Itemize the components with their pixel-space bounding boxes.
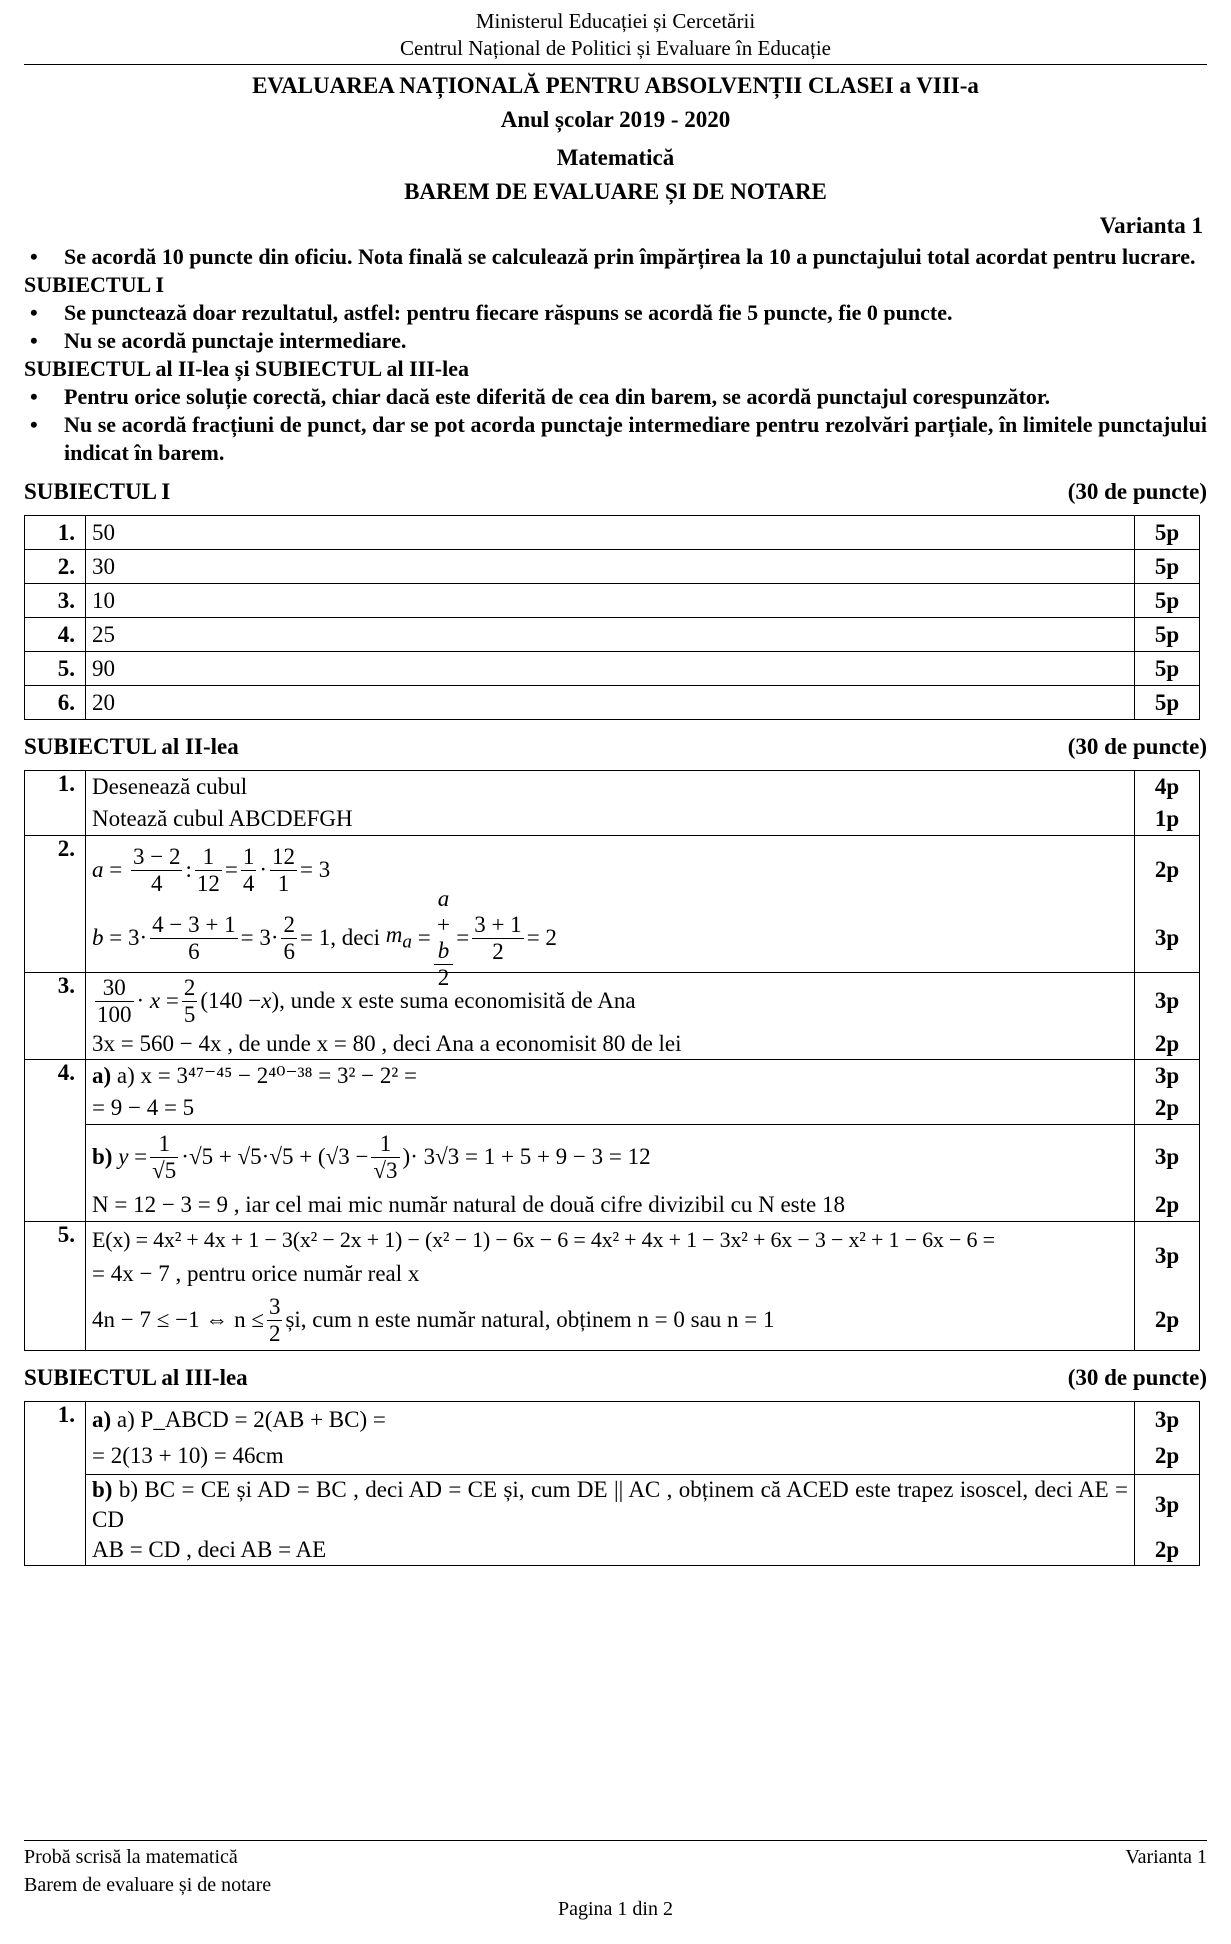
s3-q1-number: 1. bbox=[25, 1402, 86, 1566]
rule-sub1-2: • Nu se acordă punctaje intermediare. bbox=[30, 328, 407, 353]
footer-exam: Probă scrisă la matematică bbox=[24, 1846, 238, 1868]
page-number: Pagina 1 din 2 bbox=[558, 1898, 673, 1920]
s2-q4b-line1: b) y = $\frac{1}{√5}$ ·√5 + √5·√5 + (√3 − $\frac{1}{√3}$ ) · 3√3 = 1 + 5 + 9 − 3 = 12 bbox=[92, 1130, 651, 1183]
footer-rule bbox=[24, 1840, 1207, 1841]
item-answer: 90 bbox=[86, 652, 1135, 686]
s2-q4b-points: 3p 2p bbox=[1135, 1125, 1200, 1222]
subiect2-header bbox=[24, 732, 1207, 762]
rules-sub1-heading: SUBIECTUL I bbox=[24, 272, 165, 297]
item-answer: 50 bbox=[86, 516, 1135, 550]
s2-q4a-points: 3p 2p bbox=[1135, 1060, 1200, 1125]
rule-sub23-2: • Nu se acordă fracțiuni de punct, dar se pot acorda punctaje intermediare pentru rezolvări parțiale, în limitele punctajului indicat în barem. bbox=[30, 412, 1207, 465]
s2-q2-content bbox=[86, 836, 1135, 990]
s2-q3-line2: 3x = 560 − 4x , de unde x = 80 , deci Ana a economisit 80 de lei bbox=[92, 1031, 682, 1056]
item-number: 6. bbox=[25, 686, 86, 720]
s2-q1-points: 4p 1p bbox=[1135, 771, 1200, 836]
s2-q1-line2: Notează cubul ABCDEFGH bbox=[92, 806, 353, 831]
item-answer: 30 bbox=[86, 550, 1135, 584]
s2-q5-line2: = 4x − 7 , pentru orice număr real x bbox=[92, 1261, 420, 1286]
s2-q4a-content bbox=[86, 1060, 1135, 1125]
rule-sub1-1: • Se punctează doar rezultatul, astfel: pentru fiecare răspuns se acordă fie 5 puncte, fie 0 puncte. bbox=[30, 300, 953, 325]
s2-q2-points: 2p 3p bbox=[1135, 836, 1200, 973]
s3-q1b-row bbox=[25, 1475, 1200, 1566]
footer-barem: Barem de evaluare și de notare bbox=[24, 1874, 272, 1896]
s3-q1a-line2: = 2(13 + 10) = 46cm bbox=[92, 1443, 284, 1468]
s3-q1a-points: 3p 2p bbox=[1135, 1402, 1200, 1475]
s2-q1-line1: Desenează cubul bbox=[92, 774, 248, 799]
s2-q4b-row bbox=[25, 1125, 1200, 1222]
s2-q3-number: 3. bbox=[25, 973, 86, 1060]
s2-q4b-line2: N = 12 − 3 = 9 , iar cel mai mic număr natural de două cifre divizibil cu N este 18 bbox=[92, 1192, 845, 1217]
subiect1-title: SUBIECTUL I bbox=[24, 479, 171, 504]
item-number: 5. bbox=[25, 652, 86, 686]
subiect2-table bbox=[24, 770, 1200, 1351]
s2-q2-line1: a = $\frac{3 - 2}{4}$ : $\frac{1}{12}$ = $\frac{1}{4}$ · $\frac{12}{1}$ = 3 bbox=[92, 843, 331, 896]
s3-q1b-line2: AB = CD , deci AB = AE bbox=[92, 1537, 327, 1562]
s2-q1-row bbox=[25, 771, 1200, 836]
answer-row bbox=[25, 584, 1200, 618]
center-name: Centrul Național de Politici și Evaluare în Educație bbox=[400, 36, 831, 60]
s3-q1b-points: 3p 2p bbox=[1135, 1475, 1200, 1566]
item-points: 5p bbox=[1135, 652, 1200, 686]
exam-title: EVALUAREA NAȚIONALĂ PENTRU ABSOLVENȚII CLASEI a VIII-a bbox=[252, 73, 979, 98]
s3-q1b-content bbox=[86, 1475, 1135, 1566]
item-number: 4. bbox=[25, 618, 86, 652]
s2-q3-row bbox=[25, 973, 1200, 1060]
answer-row bbox=[25, 618, 1200, 652]
s2-q5-number: 5. bbox=[25, 1222, 86, 1351]
s2-q4b-content bbox=[86, 1125, 1135, 1222]
rules-sub23-heading: SUBIECTUL al II-lea și SUBIECTUL al III-lea bbox=[24, 356, 469, 381]
document-page bbox=[24, 0, 1207, 1566]
header-rule bbox=[24, 64, 1207, 65]
item-number: 3. bbox=[25, 584, 86, 618]
subiect1-table bbox=[24, 515, 1200, 720]
general-rule: • Se acordă 10 puncte din oficiu. Nota finală se calculează prin împărțirea la 10 a punctajului total acordat pentru lucrare. bbox=[30, 244, 1196, 269]
subiect3-table bbox=[24, 1401, 1200, 1566]
s3-q1a-line1: a) a) P_ABCD = 2(AB + BC) = bbox=[92, 1407, 386, 1432]
s2-q2-line2: b = 3· $\frac{4 - 3 + 1}{6}$ = 3· $\frac{2}{6}$ = 1 , deci $m_a$ = a + b 2 = $\frac{3 + 1}{2}$ = 2 bbox=[92, 885, 557, 990]
rule-sub23-1: • Pentru orice soluție corectă, chiar dacă este diferită de cea din barem, se acordă punctajul corespunzător. bbox=[30, 384, 1051, 409]
s2-q2-number: 2. bbox=[25, 836, 86, 973]
subiect3-title: SUBIECTUL al III-lea bbox=[24, 1365, 248, 1390]
item-points: 5p bbox=[1135, 516, 1200, 550]
school-year: Anul școlar 2019 - 2020 bbox=[500, 107, 731, 132]
s2-q4a-line1: a) a) x = 3⁴⁷⁻⁴⁵ − 2⁴⁰⁻³⁸ = 3² − 2² = bbox=[92, 1063, 417, 1088]
s2-q3-content bbox=[86, 973, 1135, 1060]
item-answer: 10 bbox=[86, 584, 1135, 618]
subiect1-header bbox=[24, 477, 1207, 507]
s3-q1a-row bbox=[25, 1402, 1200, 1475]
s2-q2-row bbox=[25, 836, 1200, 973]
answer-row bbox=[25, 550, 1200, 584]
variant-label: Varianta 1 bbox=[1099, 213, 1203, 238]
subiect3-header bbox=[24, 1363, 1207, 1393]
subject-name: Matematică bbox=[556, 145, 675, 170]
s2-q4-number: 4. bbox=[25, 1060, 86, 1222]
s2-q1-number: 1. bbox=[25, 771, 86, 836]
item-points: 5p bbox=[1135, 618, 1200, 652]
item-points: 5p bbox=[1135, 686, 1200, 720]
s2-q5-points: 3p 2p bbox=[1135, 1222, 1200, 1351]
item-number: 2. bbox=[25, 550, 86, 584]
subiect3-points: (30 de puncte) bbox=[1067, 1365, 1207, 1390]
subiect2-points: (30 de puncte) bbox=[1067, 734, 1207, 759]
s3-q1b-line1: b) b) BC = CE și AD = BC , deci AD = CE și, cum DE || AC , obținem că ACED este trapez isoscel, deci AE = CD bbox=[92, 1477, 1129, 1532]
s2-q1-content bbox=[86, 771, 1135, 836]
item-points: 5p bbox=[1135, 584, 1200, 618]
item-points: 5p bbox=[1135, 550, 1200, 584]
s2-q4a-line2: = 9 − 4 = 5 bbox=[92, 1095, 195, 1120]
footer-variant: Varianta 1 bbox=[1125, 1846, 1207, 1868]
answer-row bbox=[25, 516, 1200, 550]
answer-row bbox=[25, 652, 1200, 686]
s3-q1a-content bbox=[86, 1402, 1135, 1475]
item-number: 1. bbox=[25, 516, 86, 550]
s2-q5-line3: 4n − 7 ≤ −1 ⇔ n ≤ $\frac{3}{2}$ și, cum n este număr natural, obținem n = 0 sau n = 1 bbox=[92, 1293, 775, 1346]
answer-row bbox=[25, 686, 1200, 720]
subiect2-title: SUBIECTUL al II-lea bbox=[24, 734, 239, 759]
s2-q5-content bbox=[86, 1222, 1135, 1351]
subiect1-points: (30 de puncte) bbox=[1067, 479, 1207, 504]
ministry-header bbox=[24, 8, 1207, 62]
s2-q5-row bbox=[25, 1222, 1200, 1351]
item-answer: 20 bbox=[86, 686, 1135, 720]
s2-q3-line1: $\frac{30}{100}$ · x = $\frac{2}{5}$ (140 − x ) , unde x este suma economisită de Ana bbox=[97, 974, 636, 1027]
page-footer bbox=[24, 1840, 1207, 1899]
s2-q3-points: 3p 2p bbox=[1135, 973, 1200, 1060]
item-answer: 25 bbox=[86, 618, 1135, 652]
s2-q5-line1: E(x) = 4x² + 4x + 1 − 3(x² − 2x + 1) − (x² − 1) − 6x − 6 = 4x² + 4x + 1 − 3x² + 6x − 3 − x² + 1 − 6x − 6 = bbox=[92, 1227, 995, 1252]
ministry-name: Ministerul Educației și Cercetării bbox=[475, 9, 756, 33]
s2-q4a-row bbox=[25, 1060, 1200, 1125]
barem-title: BAREM DE EVALUARE ȘI DE NOTARE bbox=[404, 179, 827, 204]
